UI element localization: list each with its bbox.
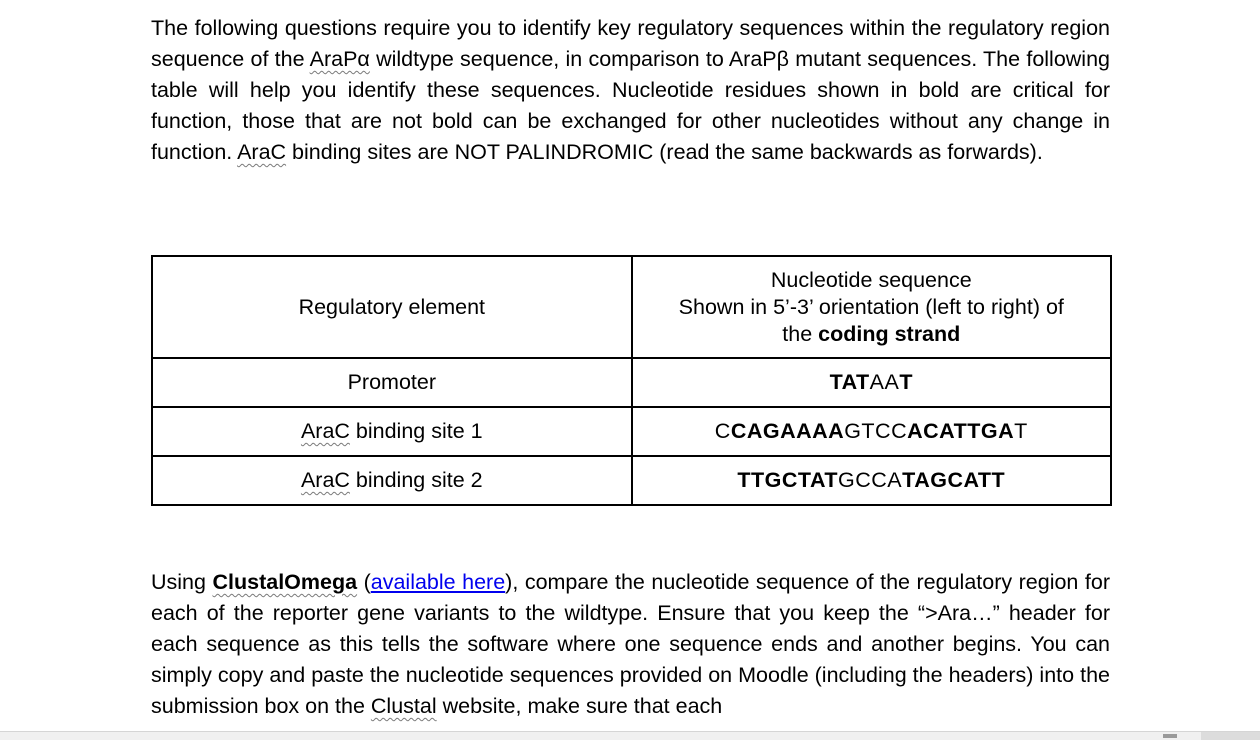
header-regulatory-element bbox=[152, 256, 632, 358]
clustal-term: Clustal bbox=[370, 694, 437, 718]
table-row bbox=[152, 407, 1111, 456]
exchangeable-nucleotides: C bbox=[714, 419, 731, 443]
exchangeable-nucleotides: T bbox=[1014, 419, 1028, 443]
exchangeable-nucleotides: GCCA bbox=[838, 468, 903, 492]
instr-text-2: ( bbox=[357, 570, 371, 594]
row-label-promoter bbox=[152, 358, 632, 407]
critical-nucleotides: TAGCATT bbox=[902, 468, 1006, 492]
intro-text-1: The following questions require you to identify key regulatory sequences within the regulatory region sequence of the bbox=[151, 16, 1110, 71]
intro-text-3: binding sites are NOT PALINDROMIC (read the same backwards as forwards). bbox=[286, 140, 1043, 164]
row-label-arac-site-1 bbox=[152, 407, 632, 456]
available-here-link[interactable]: available here bbox=[370, 570, 506, 594]
intro-text-2: wildtype sequence, in comparison to AraPβ mutant sequences. The following table will help you identify these sequences. Nucleotide residues shown in bold are critical for function, those that are not bold can be exchanged for other nucleotides without any change in function. bbox=[151, 47, 1111, 164]
critical-nucleotides: CAGAAAA bbox=[730, 419, 845, 443]
regulatory-table bbox=[151, 255, 1112, 506]
header-col2-pre: the bbox=[782, 321, 819, 346]
table-row bbox=[152, 358, 1111, 407]
row-label-rest: binding site 2 bbox=[349, 468, 483, 492]
instructions-paragraph bbox=[151, 567, 1110, 722]
arac-term: AraC bbox=[237, 140, 287, 164]
critical-nucleotides: T bbox=[899, 370, 913, 394]
row-sequence bbox=[632, 456, 1111, 505]
header-col2-bold: coding strand bbox=[818, 321, 961, 346]
critical-nucleotides: ACATTGA bbox=[907, 419, 1015, 443]
table-header-row bbox=[152, 256, 1111, 358]
exchangeable-nucleotides: GTCC bbox=[844, 419, 908, 443]
critical-nucleotides: TAT bbox=[829, 370, 870, 394]
header-nucleotide-sequence bbox=[632, 256, 1111, 358]
row-sequence bbox=[632, 407, 1111, 456]
header-col1-label: Regulatory element bbox=[298, 294, 485, 319]
arac-term: AraC bbox=[300, 419, 350, 443]
critical-nucleotides: TTGCTAT bbox=[737, 468, 839, 492]
header-col2-line3 bbox=[641, 321, 1102, 348]
header-col2-line1: Nucleotide sequence bbox=[770, 267, 972, 292]
view-mode-icon[interactable] bbox=[1163, 734, 1177, 738]
row-label: Promoter bbox=[347, 370, 436, 394]
instr-text-3: ), compare the nucleotide sequence of the regulatory region for each of the reporter gene variants to the wildtype. Ensure that you keep the “>Ara…” header for each sequence as this tells the software where one sequence ends and another begins. You can simply copy and paste the nucleotide sequences provided on Moodle (including the headers) into the submission box on the bbox=[151, 570, 1110, 718]
row-label-rest: binding site 1 bbox=[349, 419, 483, 443]
arac-term: AraC bbox=[300, 468, 350, 492]
arapa-term: AraPα bbox=[309, 47, 370, 71]
instr-text-1: Using bbox=[151, 570, 213, 594]
clustalomega-term: ClustalOmega bbox=[212, 570, 358, 594]
instr-text-4: website, make sure that each bbox=[436, 694, 723, 718]
row-label-arac-site-2 bbox=[152, 456, 632, 505]
exchangeable-nucleotides: AA bbox=[869, 370, 900, 394]
header-col2-line2: Shown in 5’-3’ orientation (left to right) of bbox=[678, 294, 1064, 319]
row-sequence bbox=[632, 358, 1111, 407]
table-row bbox=[152, 456, 1111, 505]
intro-paragraph bbox=[151, 13, 1110, 168]
